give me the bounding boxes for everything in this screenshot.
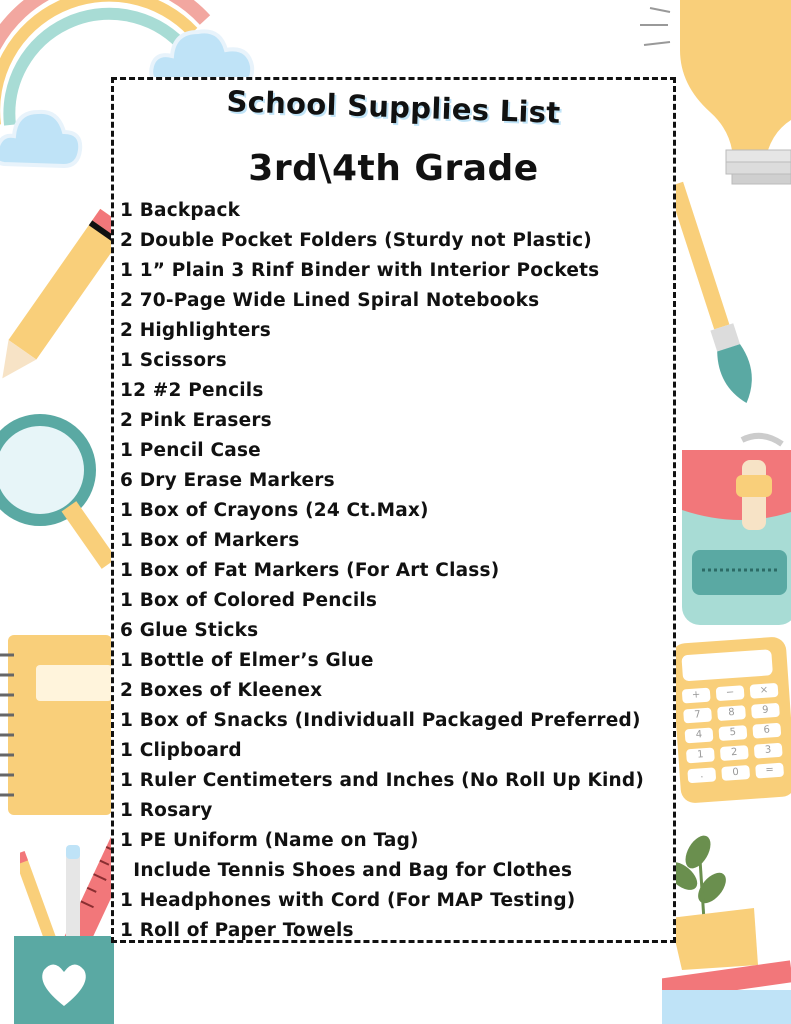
calculator-key: . [687,767,716,783]
backpack-icon [672,430,791,630]
list-item: 1 Clipboard [120,740,242,761]
list-item: 1 Bottle of Elmer’s Glue [120,650,374,671]
calculator-key: 9 [751,703,780,719]
list-item: 1 Box of Markers [120,530,300,551]
supply-list [120,196,644,946]
page-title: School Supplies List [225,84,562,130]
list-item: 1 Backpack [120,200,241,221]
calculator-keypad [682,683,788,784]
list-item: 1 Box of Fat Markers (For Art Class) [120,560,500,581]
calculator-key: 5 [718,725,747,741]
calculator-key: 3 [754,743,783,759]
list-item: 1 1” Plain 3 Rinf Binder with Interior Pockets [120,260,600,281]
list-item: 1 Scissors [120,350,227,371]
list-item: 12 #2 Pencils [120,380,264,401]
calculator-screen [681,649,773,681]
supplies-card [111,77,676,943]
calculator-key: 0 [721,765,750,781]
list-item: Include Tennis Shoes and Bag for Clothes [120,860,573,881]
list-item: 1 Box of Colored Pencils [120,590,378,611]
cloud-icon [0,92,84,172]
calculator-key: 2 [720,745,749,761]
calculator-key: + [682,688,711,704]
calculator-key: × [750,683,779,699]
list-item: 2 Pink Erasers [120,410,272,431]
calculator-key: 4 [685,727,714,743]
list-item: 2 Double Pocket Folders (Sturdy not Plastic) [120,230,592,251]
list-item: 2 70-Page Wide Lined Spiral Notebooks [120,290,540,311]
list-item: 1 Ruler Centimeters and Inches (No Roll Up Kind) [120,770,644,791]
list-item: 1 Roll of Paper Towels [120,920,354,941]
list-item: 1 Headphones with Cord (For MAP Testing) [120,890,576,911]
list-item: 1 PE Uniform (Name on Tag) [120,830,419,851]
magnifier-icon [0,410,112,570]
calculator-key: 6 [752,723,781,739]
calculator-key: 8 [717,705,746,721]
calculator-icon [671,636,791,804]
notebook-icon [0,635,112,820]
calculator-key: 1 [686,747,715,763]
list-item: 6 Glue Sticks [120,620,259,641]
pencil-cup-icon [14,936,114,1024]
list-item: 1 Pencil Case [120,440,261,461]
list-item: 6 Dry Erase Markers [120,470,335,491]
list-item: 1 Rosary [120,800,213,821]
calculator-key: = [755,763,784,779]
pencil-icon [0,200,112,400]
list-item: 2 Highlighters [120,320,271,341]
calculator-key: − [716,685,745,701]
calculator-key: 7 [683,708,712,724]
list-item: 1 Box of Snacks (Individuall Packaged Preferred) [120,710,641,731]
grade-heading: 3rd\4th Grade [248,148,539,189]
list-item: 2 Boxes of Kleenex [120,680,323,701]
list-item: 1 Box of Crayons (24 Ct.Max) [120,500,429,521]
paintbrush-icon [668,175,778,415]
plant-icon [662,830,791,1024]
